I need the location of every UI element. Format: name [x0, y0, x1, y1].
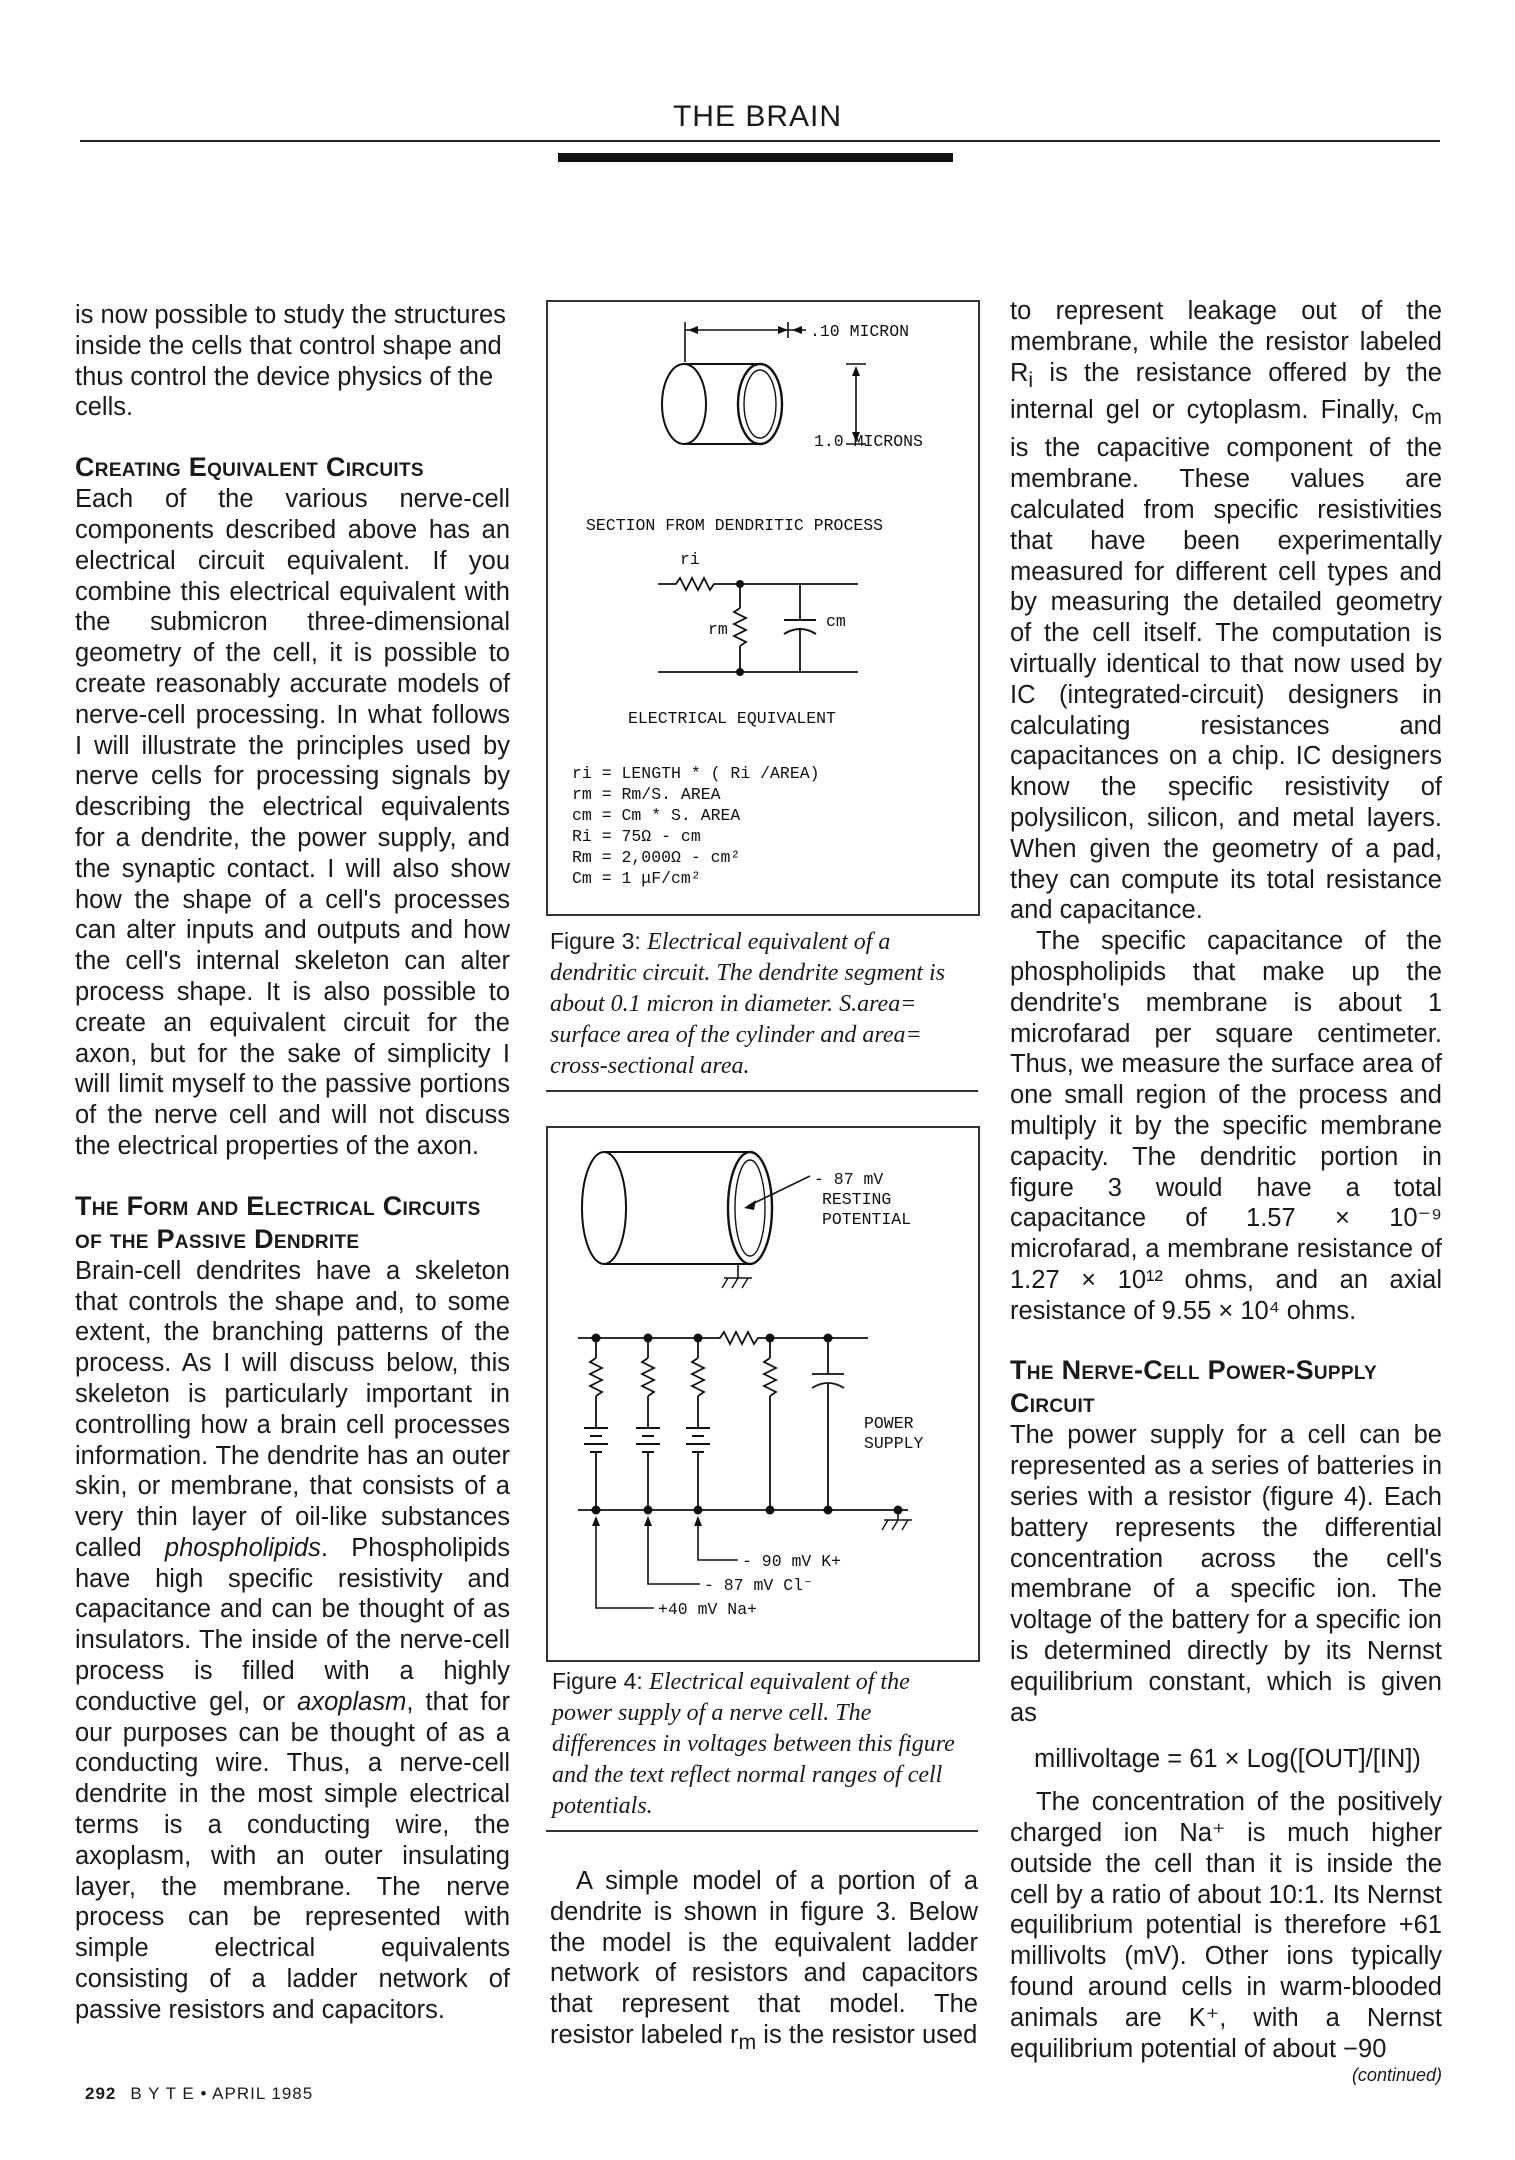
label-resting: RESTING: [822, 1190, 892, 1209]
paragraph: Brain-cell dendrites have a skeleton that controls the shape and, to some extent, the branching patterns of the process. As I will discuss below, this skeleton is particularly important in controlling how a brain cell processes information. The dendrite has an outer skin, or membrane, that consists of a very thin layer of oil-like substances called phospholipids. Phospholipids have high specific resistivity and capacitance and can be thought of as insulators. The inside of the nerve-cell process is filled with a highly conductive gel, or axoplasm, that for our purposes can be thought of as a conducting wire. Thus, a nerve-cell dendrite in the most simple electrical terms is a conducting wire, the axoplasm, with an outer insulating layer, the membrane. The nerve process can be represented with simple electrical equivalents consisting of a ladder network of passive resistors and capacitors.: [75, 1256, 511, 2024]
column-left: [75, 300, 510, 2026]
formula-line: ri = LENGTH * ( Ri /AREA): [572, 764, 820, 783]
nernst-equation: millivoltage = 61 × Log([OUT]/[IN]): [1034, 1745, 1421, 1774]
formula-line: Rm = 2,000Ω - cm²: [572, 848, 741, 867]
label-supply: SUPPLY: [864, 1434, 924, 1453]
label-na-potential: +40 mV Na+: [658, 1600, 758, 1619]
label-electrical-equivalent: ELECTRICAL EQUIVALENT: [628, 709, 836, 728]
paragraph: is now possible to study the structures inside the cells that control shape and thus control the device physics of the cells.: [75, 301, 506, 422]
paragraph: The specific capacitance of the phospholipids that make up the dendrite's membrane is about 1 microfarad per square centimeter. Thus, we measure the surface area of one small region of the process and multiply it by the specific membrane capacity. The dendritic portion in figure 3 would have a total capacitance of 1.57 × 10⁻⁹ microfarad, a membrane resistance of 1.27 × 10¹² ohms, and an axial resistance of 9.55 × 10⁴ ohms.: [1010, 927, 1442, 1325]
running-header: THE BRAIN: [672, 100, 843, 133]
header-bar: [558, 153, 953, 162]
section-heading: The Form and Electrical Circuits of the Passive Dendrite: [75, 1190, 481, 1254]
figure-4-diagram: [546, 1126, 980, 1662]
label-potential: POTENTIAL: [822, 1210, 912, 1229]
label-power: POWER: [864, 1414, 914, 1433]
caption-label: Figure 3:: [550, 928, 641, 954]
column-right: [1010, 296, 1442, 2086]
caption-rule: [546, 1090, 978, 1092]
label-cm: cm: [826, 612, 846, 631]
formula-line: Cm = 1 μF/cm²: [572, 869, 701, 888]
figure-4-caption: [552, 1666, 968, 1821]
column-middle: [550, 1866, 978, 2058]
label-section: SECTION FROM DENDRITIC PROCESS: [586, 516, 884, 535]
label-k-potential: - 90 mV K+: [742, 1552, 842, 1571]
label-rm: rm: [708, 620, 728, 639]
figure-3-diagram: [546, 300, 980, 916]
term-phospholipids: phospholipids: [164, 1533, 321, 1562]
section-heading: Creating Equivalent Circuits: [75, 452, 424, 483]
continued-note: (continued): [1351, 2065, 1442, 2086]
caption-rule: [546, 1830, 978, 1832]
magazine-issue: B Y T E • APRIL 1985: [130, 2084, 314, 2103]
label-ri: ri: [680, 550, 700, 569]
paragraph: Each of the various nerve-cell components described above has an electrical circuit equivalent. If you combine this electrical equivalent with the submicron three-dimensional geometry of the cell, it is possible to create reasonably accurate models of nerve-cell processing. In what follows I will illustrate the principles used by nerve cells for processing signals by describing the electrical equivalents for a dendrite, the power supply, and the synaptic contact. I will also show how the shape of a cell's processes can alter inputs and outputs and how the cell's internal skeleton can alter process shape. It is also possible to create an equivalent circuit for the axon, but for the sake of simplicity I will limit myself to the passive portions of the nerve cell and will not discuss the electrical properties of the axon.: [75, 485, 510, 1160]
page-footer: [85, 2084, 313, 2104]
header-rule: [80, 140, 1440, 142]
paragraph: The concentration of the positively charged ion Na⁺ is much higher outside the cell than it is inside the cell by a ratio of about 10:1. Its Nernst equilibrium potential is therefore +61 millivolts (mV). Other ions typically found around cells in warm-blooded animals are K⁺, with a Nernst equilibrium potential of about −90: [1010, 1788, 1442, 2063]
paragraph: to represent leakage out of the membrane, while the resistor labeled $R_i$ is the resistance offered by the internal gel or cytoplasm. Finally, $c_m$ is the capacitive component of the membrane. These values are calculated from specific resistivities that have been experimentally measured for different cell types and by measuring the detailed geometry of the cell itself. The computation is virtually identical to that now used by IC (integrated-circuit) designers in calculating resistances and capacitances on a chip. IC designers know the specific resistivity of polysilicon, silicon, and metal layers. When given the geometry of a pad, they can compute its total resistance and capacitance.: [1010, 297, 1442, 925]
formula-line: rm = Rm/S. AREA: [572, 785, 721, 804]
figure-3-caption: [550, 926, 970, 1081]
paragraph: A simple model of a portion of a dendrite is shown in figure 3. Below the model is the equivalent ladder network of resistors and capacitors that represent that model. The resistor labeled $r_m$ is the resistor used: [550, 1867, 978, 2055]
formula-line: cm = Cm * S. AREA: [572, 806, 741, 825]
caption-text: Electrical equivalent of the power supply of a nerve cell. The differences in voltages between this figure and the text reflect normal ranges of cell potentials.: [552, 1669, 955, 1819]
caption-label: Figure 4:: [552, 1668, 643, 1694]
formula-line: Ri = 75Ω - cm: [572, 827, 701, 846]
label-10-microns: 1.0 MICRONS: [814, 432, 923, 451]
section-heading: The Nerve-Cell Power-Supply Circuit: [1010, 1355, 1377, 1419]
label-010-micron: .10 MICRON: [810, 322, 910, 341]
caption-text: Electrical equivalent of a dendritic circuit. The dendrite segment is about 0.1 micron in diameter. S.area= surface area of the cylinder and area= cross-sectional area.: [550, 929, 946, 1079]
paragraph: The power supply for a cell can be represented as a series of batteries in series with a resistor (figure 4). Each battery represents the differential concentration across the cell's membrane of a specific ion. The voltage of the battery for a specific ion is determined directly by its Nernst equilibrium constant, which is given as: [1010, 1421, 1442, 1727]
page-number: 292: [85, 2084, 117, 2103]
label-resting-mv: - 87 mV: [814, 1170, 884, 1189]
term-axoplasm: axoplasm: [297, 1687, 407, 1716]
formula-list: [572, 764, 820, 888]
label-cl-potential: - 87 mV Cl⁻: [704, 1576, 813, 1595]
